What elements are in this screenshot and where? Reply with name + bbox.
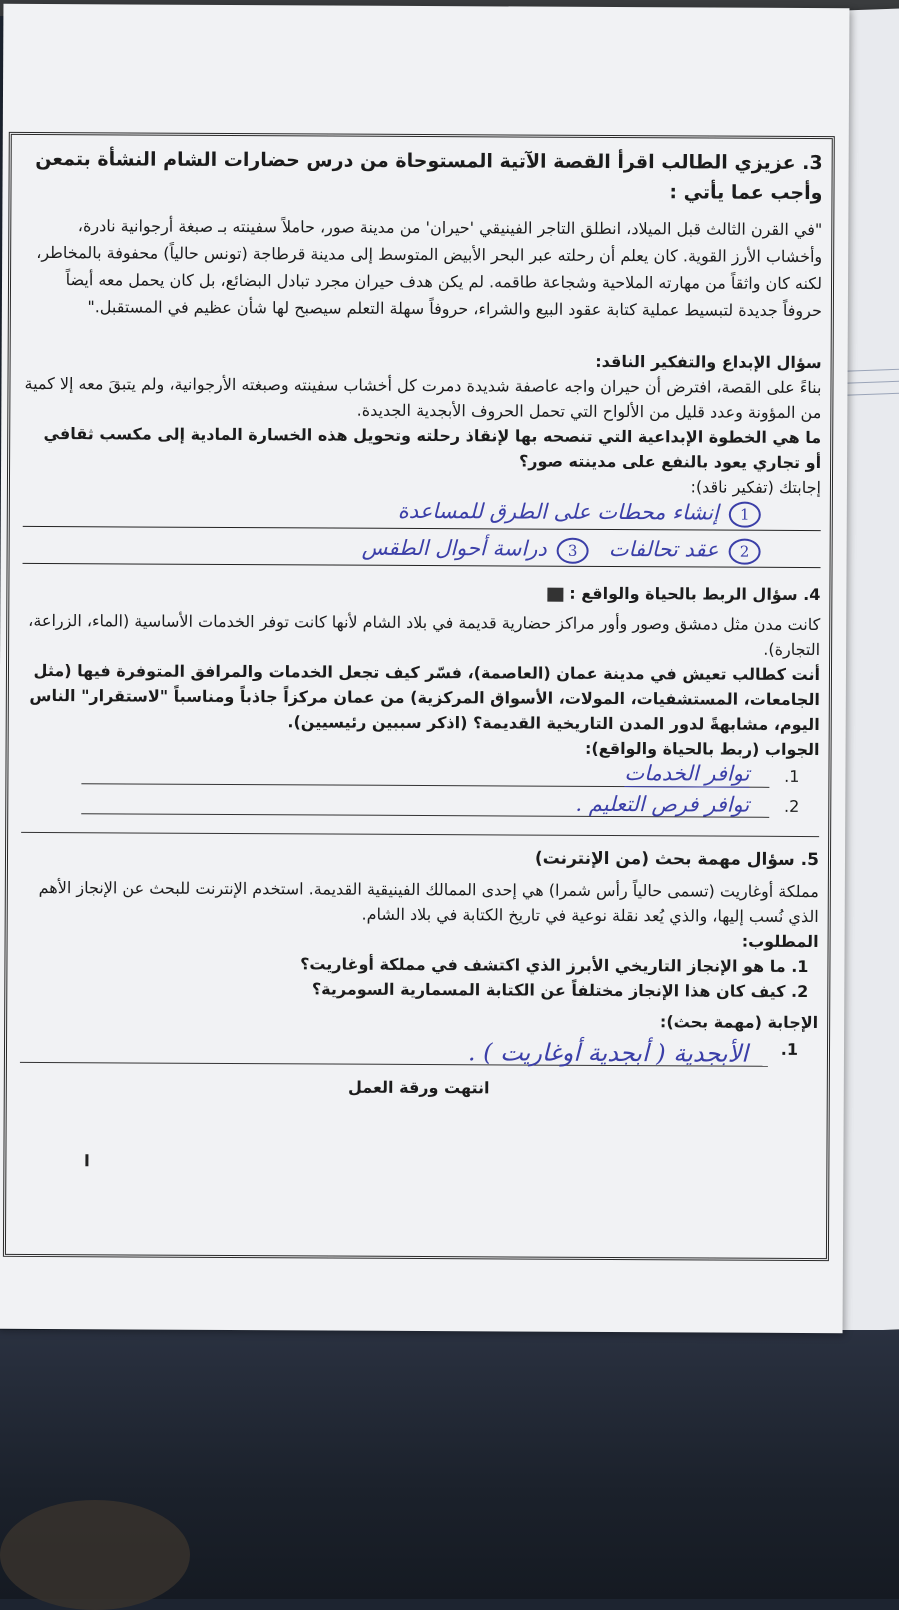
required-label: المطلوب: — [741, 931, 819, 952]
answer-label-life: الجواب (ربط بالحياة والواقع): — [584, 738, 820, 760]
scenario-text: بناءً على القصة، افترض أن حيران واجه عاصفة شديدة دمرت كل أخشاب سفينته وصبغته الأرجوانية، ولم يتبقَ معه إلا كمية من المؤونة وعدد قليل من الألواح التي تحمل الحروف الأبجدية الجديدة. — [24, 373, 822, 423]
answer-label-critical: إجابتك (تفكير ناقد): — [690, 477, 822, 498]
circled-number-1: 1 — [729, 502, 761, 528]
life-answer-number-2: 2. — [783, 796, 800, 816]
handwritten-life-answer-2: توافر فرص التعليم . — [575, 791, 750, 817]
circled-number-3: 3 — [557, 538, 589, 564]
q5-intro: مملكة أوغاريت (تسمى حالياً رأس شمرا) هي إحدى الممالك الفينيقية القديمة. استخدم الإنترنت للبحث عن الإنجاز الأهم الذي نُسب إليها، والذي يُعد نقلة نوعية في تاريخ الكتابة في بلاد الشام. — [38, 877, 819, 927]
research-answer-number: 1. — [780, 1039, 799, 1059]
q4-intro: كانت مدن مثل دمشق وصور وأور مراكز حضارية قديمة في بلاد الشام لأنها كانت توفر الخدمات الأساسية (الماء، الزراعة، التجارة). — [28, 610, 821, 660]
answer-line-2[interactable] — [23, 533, 821, 568]
life-answer-number-1: 1. — [784, 766, 800, 786]
building-icon — [547, 587, 563, 601]
critical-thinking-heading: سؤال الإبداع والتفكير الناقد: — [595, 351, 822, 373]
question-5-title: 5. سؤال مهمة بحث (من الإنترنت) — [534, 848, 820, 871]
handwritten-answer-2: 2عقد تحالفات 3دراسة أحوال الطقس — [362, 536, 761, 565]
worksheet-end-note: انتهت ورقة العمل — [347, 1077, 490, 1098]
life-answer-line-2[interactable] — [21, 788, 819, 822]
pen-mark — [85, 1154, 88, 1166]
answer-label-research: الإجابة (مهمة بحث): — [659, 1012, 819, 1033]
worksheet-page — [0, 4, 849, 1333]
life-answer-line-1[interactable] — [21, 758, 819, 792]
research-question-2: 2. كيف كان هذا الإنجاز مختلفاً عن الكتابة المسمارية السومرية؟ — [311, 979, 809, 1002]
background-table — [0, 1330, 899, 1599]
critical-question: ما هي الخطوة الإبداعية التي تنصحه بها لإنقاذ رحلته وتحويل هذه الخسارة المادية إلى مكسب ثقافي أو تجاري يعود بالنفع على مدينته صور؟ — [43, 424, 822, 473]
circled-number-2: 2 — [729, 539, 761, 565]
story-text: "في القرن الثالث قبل الميلاد، انطلق التاجر الفينيقي 'حيران' من مدينة صور، حاملاً سفينته بـ صبغة أرجوانية نادرة، وأخشاب الأرز القوية. كان يعلم أن رحلته عبر البحر الأبيض المتوسط إلى مدينة قرطاجة (تونس حالياً) محفوفة بالمخاطر، لكنه كان واثقاً من مهارته الملاحية وشجاعة طاقمه. لم يكن هدف حيران مجرد تبادل البضائع، بل كان يحمل معه أيضاً حروفاً جديدة لتبسيط عملية كتابة عقود البيع والشراء، حروفاً سهلة التعلم سيصبح لها شأن عظيم في المستقبل." — [36, 216, 823, 321]
research-question-1: 1. ما هو الإنجاز التاريخي الأبرز الذي اكتشف في مملكة أوغاريت؟ — [300, 954, 809, 977]
handwritten-life-answer-1: توافر الخدمات — [624, 761, 750, 786]
handwritten-answer-1: 1إنشاء محطات على الطرق للمساعدة — [398, 499, 761, 528]
answer-line-1[interactable] — [23, 496, 821, 531]
research-answer-line[interactable] — [20, 1031, 818, 1071]
worksheet-content — [20, 144, 823, 1102]
q4-question: أنت كطالب تعيش في مدينة عمان (العاصمة)، فسّر كيف تجعل الخدمات والمرافق المتوفرة فيها (مثل الجامعات، المستشفيات، المولات، الأسواق المركزية) من عمان مركزاً جاذباً ومناسباً "لاستقرار" الناس اليوم، مشابهةً لدور المدن التاريخية القديمة؟ (اذكر سببين رئيسيين). — [29, 660, 821, 735]
handwritten-answer-3: دراسة أحوال الطقس — [361, 535, 547, 561]
question-3-title: 3. عزيزي الطالب اقرأ القصة الآتية المستوحاة من درس حضارات الشام النشأة بتمعن وأجب عما يأتي : — [35, 147, 823, 205]
handwritten-research-answer: الأبجدية ( أبجدية أوغاريت ) . — [467, 1038, 749, 1068]
question-4-title: 4. سؤال الربط بالحياة والواقع : — [22, 576, 820, 610]
